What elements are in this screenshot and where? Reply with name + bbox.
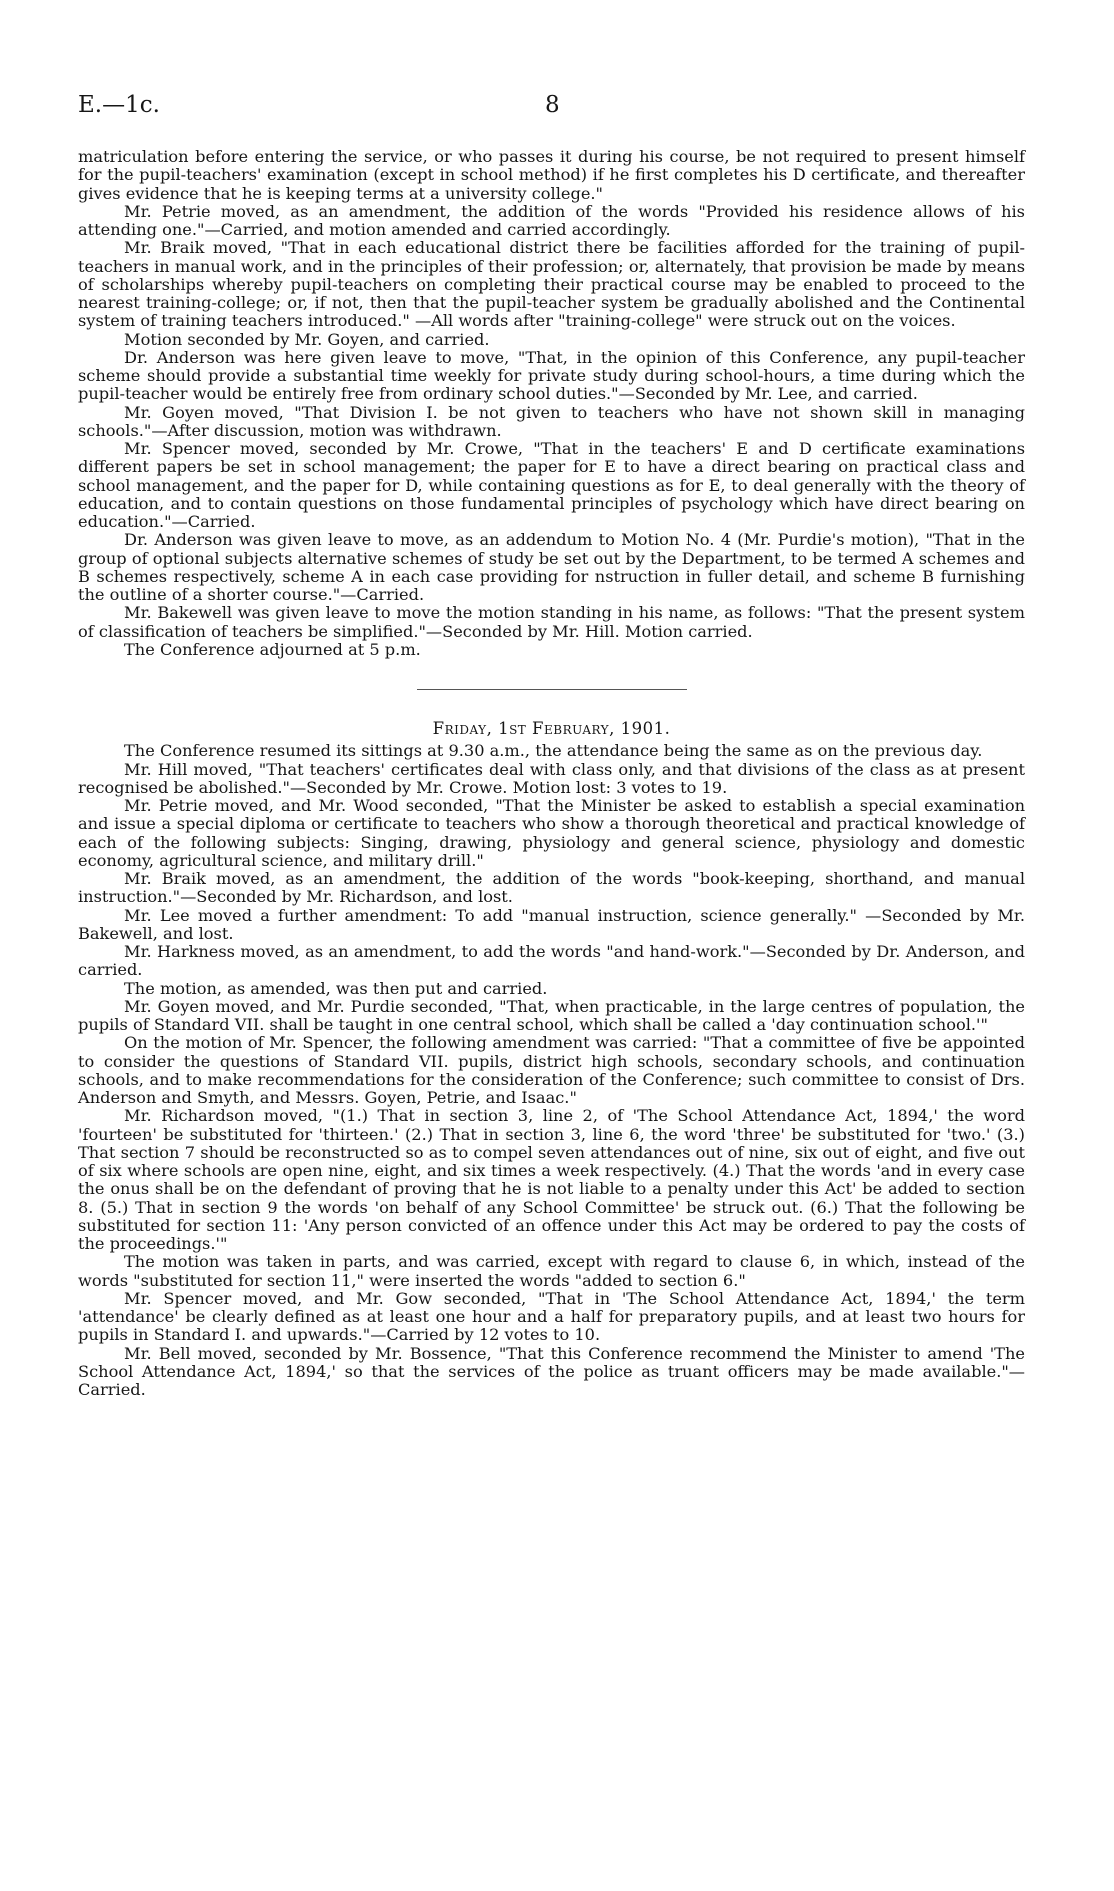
body-text [78, 148, 1025, 1399]
paragraph: The Conference resumed its sittings at 9.30 a.m., the attendance being the same as on the previous day. [124, 741, 983, 761]
paragraph: Mr. Braik moved, "That in each educational district there be facilities afforded for the training of pupil-teachers in manual work, and in the principles of their profession; or, alternately, that provision be made by means of scholarships whereby pupil-teachers on completing their practical course may be enabled to proceed to the nearest training-college; or, if not, then that the pupil-teacher system be gradually abolished and the Continental system of training teachers introduced." —All words after "training-college" were struck out on the voices. [78, 238, 1025, 331]
paragraph: On the motion of Mr. Spencer, the following amendment was carried: "That a committee of five be appointed to consider the questions of Standard VII. pupils, district high schools, secondary schools, and continuation schools, and to make recommendations for the consideration of the Conference; such committee to consist of Drs. Anderson and Smyth, and Messrs. Goyen, Petrie, and Isaac." [78, 1033, 1025, 1107]
paragraph: The Conference adjourned at 5 p.m. [124, 639, 421, 659]
paragraph: The motion was taken in parts, and was carried, except with regard to clause 6, in which, instead of the words "substituted for section 11," were inserted the words "added to section 6." [78, 1252, 1025, 1290]
paragraph: Mr. Harkness moved, as an amendment, to add the words "and hand-work."—Seconded by Dr. Anderson, and carried. [78, 942, 1025, 980]
document-page [78, 88, 1025, 1399]
paragraph-continuation: matriculation before entering the service, or who passes it during his course, be not required to present himself for the pupil-teachers' examination (except in school method) if he first completes his D certificate, and thereafter gives evidence that he is keeping terms at a university college." [78, 147, 1025, 203]
page-number: 8 [545, 92, 560, 118]
paragraph: Mr. Braik moved, as an amendment, the addition of the words "book-keeping, shorthand, and manual instruction."—Seconded by Mr. Richardson, and lost. [78, 869, 1025, 907]
paragraph: Mr. Spencer moved, seconded by Mr. Crowe, "That in the teachers' E and D certificate examinations different papers be set in school management; the paper for E to have a direct bearing on practical class and school management, and the paper for D, while containing questions as for E, to deal generally with the theory of education, and to contain questions on those fundamental principles of psychology which have direct bearing on education."—Carried. [78, 439, 1025, 531]
page-header [78, 88, 1025, 124]
paragraph: Mr. Petrie moved, and Mr. Wood seconded, "That the Minister be asked to establish a special examination and issue a special diploma or certificate to teachers who show a thorough theoretical and practical knowledge of each of the following subjects: Singing, drawing, physiology and general science, physiology and domestic economy, agricultural science, and military drill." [78, 796, 1025, 870]
paragraph: Mr. Hill moved, "That teachers' certificates deal with class only, and that divisions of the class as at present recognised be abolished."—Seconded by Mr. Crowe. Motion lost: 3 votes to 19. [78, 759, 1025, 797]
paragraph: The motion, as amended, was then put and carried. [124, 978, 548, 998]
paragraph: Mr. Goyen moved, "That Division I. be not given to teachers who have not shown skill in managing schools."—After discussion, motion was withdrawn. [78, 402, 1025, 440]
paragraph: Mr. Spencer moved, and Mr. Gow seconded, "That in 'The School Attendance Act, 1894,' the term 'attendance' be clearly defined as at least one hour and a half for preparatory pupils, and at least two hours for pupils in Standard I. and upwards."—Carried by 12 votes to 10. [78, 1288, 1025, 1345]
paragraph: Dr. Anderson was here given leave to move, "That, in the opinion of this Conference, any pupil-teacher scheme should provide a substantial time weekly for private study during school-hours, a time during which the pupil-teacher would be entirely free from ordinary school duties."—Seconded by Mr. Lee, and carried. [78, 347, 1025, 404]
paragraph: Mr. Lee moved a further amendment: To add "manual instruction, science generally." —Seconded by Mr. Bakewell, and lost. [78, 905, 1025, 943]
paragraph: Mr. Petrie moved, as an amendment, the addition of the words "Provided his residence allows of his attending one."—Carried, and motion amended and carried accordingly. [78, 201, 1025, 239]
paragraph: Mr. Bakewell was given leave to move the motion standing in his name, as follows: "That the present system of classification of teachers be simplified."—Seconded by Mr. Hill. Motion carried. [78, 603, 1025, 641]
section-divider [417, 689, 687, 690]
paragraph: Motion seconded by Mr. Goyen, and carried. [124, 329, 490, 349]
paragraph: Mr. Bell moved, seconded by Mr. Bossence, "That this Conference recommend the Minister to amend 'The School Attendance Act, 1894,' so that the services of the police as truant officers may be made available."—Carried. [78, 1343, 1025, 1399]
document-reference: E.—1c. [78, 92, 160, 118]
paragraph: Dr. Anderson was given leave to move, as an addendum to Motion No. 4 (Mr. Purdie's motion), "That in the group of optional subjects alternative schemes of study be set out by the Department, to be termed A schemes and B schemes respectively, scheme A in each case providing for nstruction in fuller detail, and scheme B furnishing the outline of a shorter course."—Carried. [78, 530, 1025, 604]
section-heading: Friday, 1st February, 1901. [432, 719, 671, 738]
paragraph: Mr. Richardson moved, "(1.) That in section 3, line 2, of 'The School Attendance Act, 1894,' the word 'fourteen' be substituted for 'thirteen.' (2.) That in section 3, line 6, the word 'three' be substituted for 'two.' (3.) That section 7 should be reconstructed so as to compel seven attendances out of nine, six out of eight, and five out of six where schools are open nine, eight, and six times a week respectively. (4.) That the words 'and in every case the onus shall be on the defendant of proving that he is not liable to a penalty under this Act' be added to section 8. (5.) That in section 9 the words 'on behalf of any School Committee' be struck out. (6.) That the following be substituted for section 11: 'Any person convicted of an offence under this Act may be ordered to pay the costs of the proceedings.'" [78, 1106, 1025, 1253]
paragraph: Mr. Goyen moved, and Mr. Purdie seconded, "That, when practicable, in the large centres of population, the pupils of Standard VII. shall be taught in one central school, which shall be called a 'day continuation school.'" [78, 996, 1025, 1034]
